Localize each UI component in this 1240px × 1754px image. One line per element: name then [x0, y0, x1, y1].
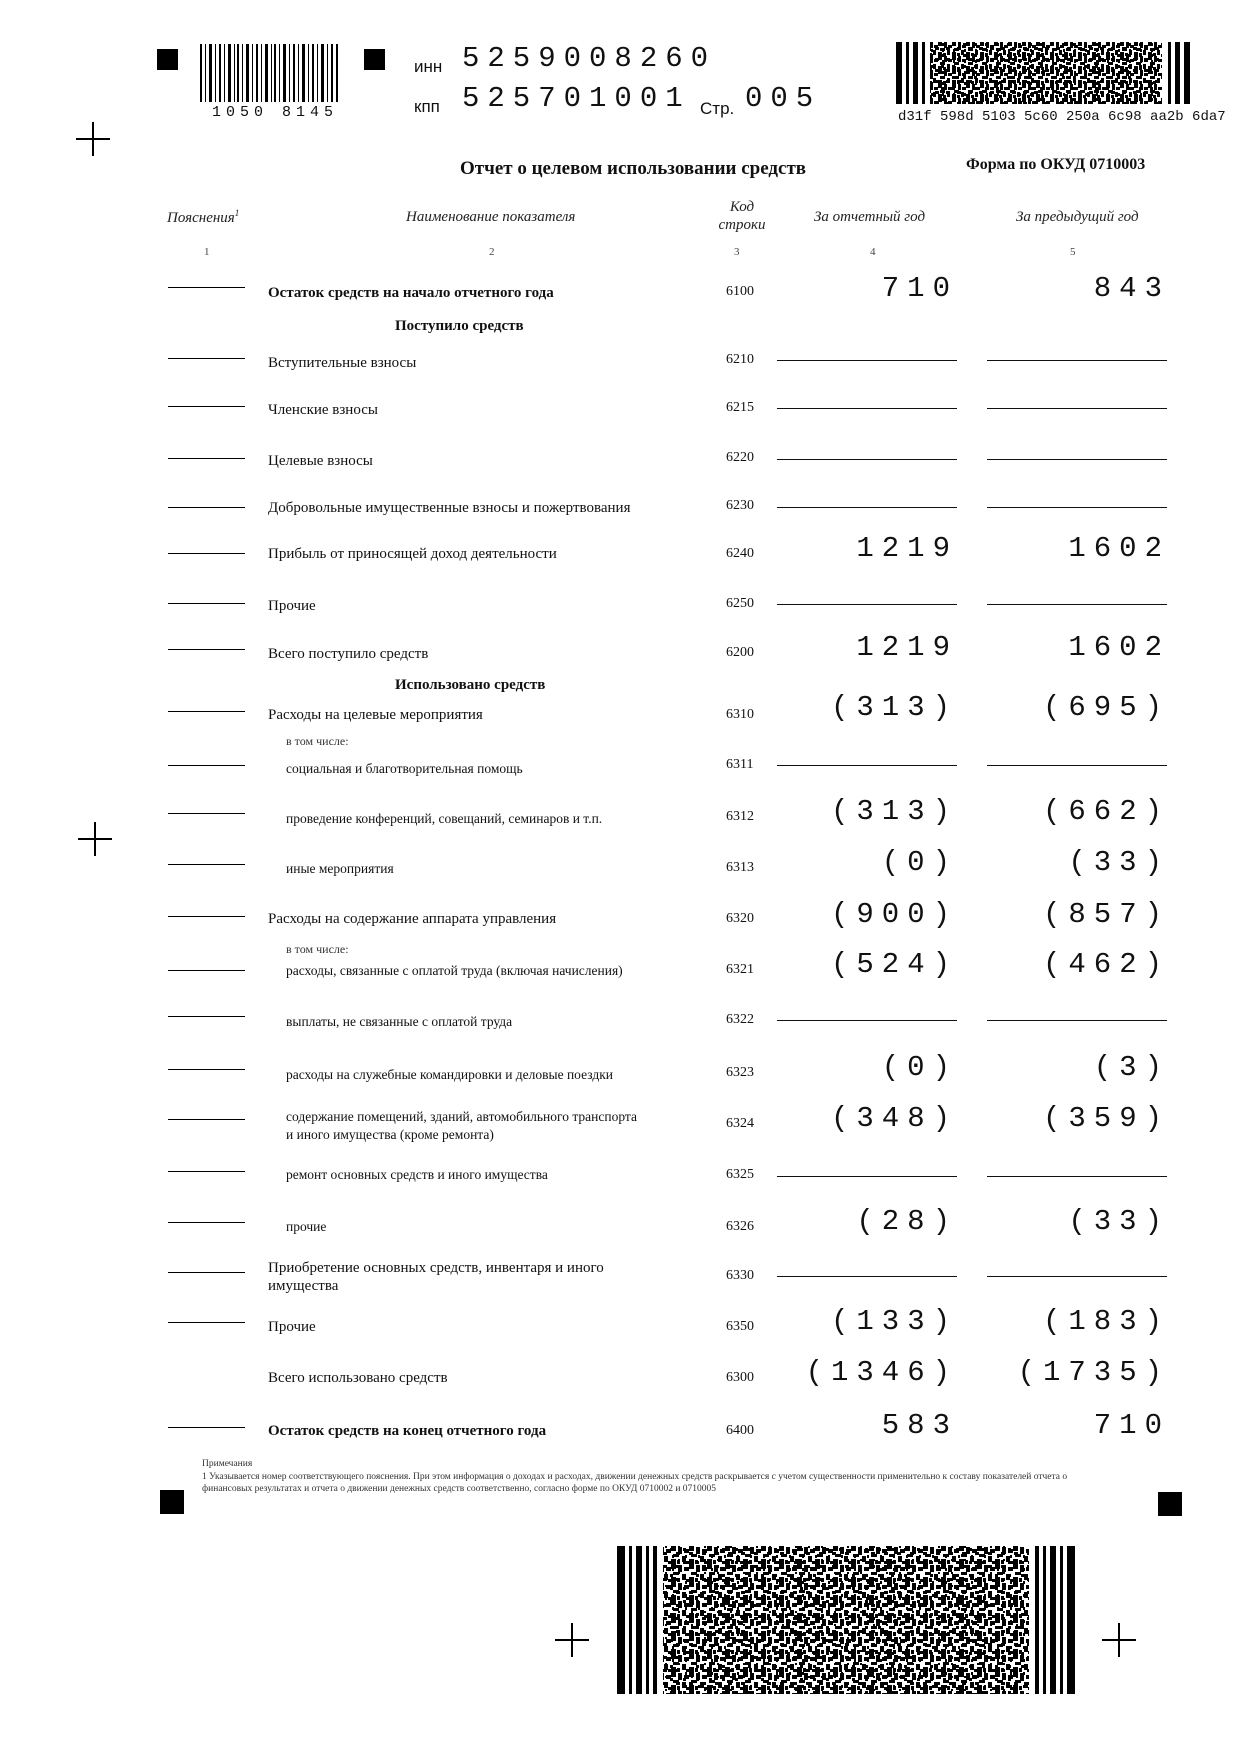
notes-blank-line	[168, 813, 245, 814]
notes-blank-line	[168, 287, 245, 288]
linear-barcode	[200, 44, 340, 102]
value-current: 1219	[856, 532, 958, 565]
notes-blank-line	[168, 711, 245, 712]
crosshair-mark	[76, 122, 110, 156]
value-current-blank	[777, 765, 957, 766]
value-previous: (462)	[1042, 948, 1170, 981]
notes-blank-line	[168, 1171, 245, 1172]
value-current: (28)	[856, 1205, 958, 1238]
inn-label: инн	[414, 57, 443, 76]
value-current: (0)	[881, 846, 958, 879]
value-current: (348)	[830, 1102, 958, 1135]
value-previous: (1735)	[1017, 1356, 1170, 1389]
row-name: Всего поступило средств	[268, 646, 429, 662]
notes-title: Примечания	[202, 1459, 253, 1469]
notes-blank-line	[168, 1272, 245, 1273]
registration-square	[364, 49, 385, 70]
column-number: 4	[870, 246, 876, 258]
value-current: 1219	[856, 631, 958, 664]
column-header-previous-year: За предыдущий год	[1016, 209, 1139, 225]
column-number: 5	[1070, 246, 1076, 258]
value-previous: (183)	[1042, 1305, 1170, 1338]
value-previous-blank	[987, 507, 1167, 508]
notes-blank-line	[168, 765, 245, 766]
column-header-notes-text: Пояснения	[167, 210, 235, 226]
row-name-line1: Приобретение основных средств, инвентаря и иного	[268, 1260, 604, 1276]
inn-value: 5259008260	[462, 42, 717, 75]
kpp-label: кпп	[414, 97, 440, 116]
notes-blank-line	[168, 864, 245, 865]
crosshair-mark	[78, 822, 112, 856]
registration-square	[160, 1490, 184, 1514]
notes-blank-line	[168, 358, 245, 359]
value-previous: (695)	[1042, 691, 1170, 724]
including-label: в том числе:	[286, 734, 349, 748]
row-code: 6210	[726, 352, 754, 367]
row-name: социальная и благотворительная помощь	[286, 761, 523, 776]
row-name: Прочие	[268, 1319, 316, 1335]
value-current: (524)	[830, 948, 958, 981]
value-current-blank	[777, 408, 957, 409]
notes-blank-line	[168, 649, 245, 650]
value-previous-blank	[987, 604, 1167, 605]
notes-blank-line	[168, 1222, 245, 1223]
row-name: Вступительные взносы	[268, 355, 417, 371]
row-name: Добровольные имущественные взносы и пожертвования	[268, 500, 631, 516]
registration-square	[157, 49, 178, 70]
row-name: Остаток средств на начало отчетного года	[268, 285, 554, 301]
value-current-blank	[777, 1020, 957, 1021]
row-code: 6350	[726, 1319, 754, 1334]
row-name: ремонт основных средств и иного имущества	[286, 1167, 548, 1182]
row-code: 6220	[726, 450, 754, 465]
notes-blank-line	[168, 970, 245, 971]
value-current: (133)	[830, 1305, 958, 1338]
value-current: (1346)	[805, 1356, 958, 1389]
row-name-line2: имущества	[268, 1278, 339, 1294]
row-code: 6200	[726, 645, 754, 660]
row-code: 6323	[726, 1065, 754, 1080]
bottom-two-d-barcode	[617, 1546, 1077, 1694]
crosshair-mark	[555, 1623, 589, 1657]
document-hash: d31f 598d 5103 5c60 250a 6c98 aa2b 6da7	[898, 109, 1226, 125]
value-previous: 1602	[1068, 532, 1170, 565]
value-previous: (33)	[1068, 846, 1170, 879]
notes-blank-line	[168, 507, 245, 508]
value-previous: 710	[1093, 1409, 1170, 1442]
value-current-blank	[777, 459, 957, 460]
notes-text: 1 Указывается номер соответствующего пояснения. При этом информация о доходах и расходах, движении денежных средств раскрывается с учетом существенности применительно к составу показателей отчета о финансовых результатах и отчета о движении денежных средств соответственно, согласно форме по ОКУД 0710002 и 0710005	[202, 1472, 1068, 1494]
row-name: расходы, связанные с оплатой труда (включая начисления)	[286, 963, 623, 978]
row-name: Членские взносы	[268, 402, 378, 418]
row-name: Прочие	[268, 598, 316, 614]
notes-blank-line	[168, 406, 245, 407]
row-code: 6300	[726, 1370, 754, 1385]
row-name: проведение конференций, совещаний, семинаров и т.п.	[286, 811, 603, 826]
form-code: Форма по ОКУД 0710003	[966, 156, 1146, 173]
value-previous-blank	[987, 408, 1167, 409]
value-previous-blank	[987, 1176, 1167, 1177]
column-header-code	[712, 198, 772, 234]
row-code: 6313	[726, 860, 754, 875]
column-number: 3	[734, 246, 740, 258]
value-previous-blank	[987, 1276, 1167, 1277]
value-current: 710	[881, 272, 958, 305]
row-code: 6330	[726, 1268, 754, 1283]
row-code: 6230	[726, 498, 754, 513]
value-current: (0)	[881, 1051, 958, 1084]
column-number: 2	[489, 246, 495, 258]
value-current-blank	[777, 604, 957, 605]
two-d-barcode	[896, 42, 1192, 104]
row-name: прочие	[286, 1219, 327, 1234]
crosshair-mark	[1102, 1623, 1136, 1657]
row-code: 6240	[726, 546, 754, 561]
row-name: расходы на служебные командировки и деловые поездки	[286, 1067, 613, 1082]
value-previous-blank	[987, 360, 1167, 361]
notes-blank-line	[168, 1119, 245, 1120]
notes-blank-line	[168, 916, 245, 917]
value-current-blank	[777, 360, 957, 361]
column-header-code-line1: Код	[729, 199, 755, 215]
value-current: (900)	[830, 898, 958, 931]
section-used: Использовано средств	[395, 677, 546, 693]
value-previous-blank	[987, 765, 1167, 766]
value-current: 583	[881, 1409, 958, 1442]
column-number: 1	[204, 246, 210, 258]
row-name-line2: и иного имущества (кроме ремонта)	[286, 1127, 494, 1142]
column-header-code-line2: строки	[718, 217, 766, 233]
row-code: 6324	[726, 1116, 754, 1131]
column-header-notes	[167, 208, 239, 227]
barcode-number: 1050 8145	[212, 104, 339, 121]
row-code: 6326	[726, 1219, 754, 1234]
section-received: Поступило средств	[395, 318, 524, 334]
value-current-blank	[777, 1276, 957, 1277]
row-code: 6320	[726, 911, 754, 926]
notes-blank-line	[168, 553, 245, 554]
row-code: 6325	[726, 1167, 754, 1182]
kpp-value: 525701001	[462, 82, 691, 115]
row-code: 6215	[726, 400, 754, 415]
row-name-line1: содержание помещений, зданий, автомобильного транспорта	[286, 1109, 637, 1124]
value-current: (313)	[830, 691, 958, 724]
row-name: выплаты, не связанные с оплатой труда	[286, 1014, 513, 1029]
including-label: в том числе:	[286, 942, 349, 956]
row-name	[286, 1108, 637, 1144]
row-name: Остаток средств на конец отчетного года	[268, 1423, 547, 1439]
value-previous: (662)	[1042, 795, 1170, 828]
row-code: 6250	[726, 596, 754, 611]
footnote-marker: 1	[234, 208, 240, 218]
value-previous-blank	[987, 1020, 1167, 1021]
value-previous: (33)	[1068, 1205, 1170, 1238]
value-previous-blank	[987, 459, 1167, 460]
row-name: Всего использовано средств	[268, 1370, 448, 1386]
row-name: Прибыль от приносящей доход деятельности	[268, 546, 557, 562]
notes-blank-line	[168, 603, 245, 604]
value-previous: 1602	[1068, 631, 1170, 664]
row-code: 6321	[726, 962, 754, 977]
value-current-blank	[777, 507, 957, 508]
row-code: 6100	[726, 284, 754, 299]
value-current-blank	[777, 1176, 957, 1177]
notes-blank-line	[168, 1322, 245, 1323]
row-code: 6322	[726, 1012, 754, 1027]
value-previous: 843	[1093, 272, 1170, 305]
row-name: иные мероприятия	[286, 861, 394, 876]
row-name: Расходы на содержание аппарата управления	[268, 911, 557, 927]
row-name	[268, 1259, 604, 1295]
row-code: 6310	[726, 707, 754, 722]
value-previous: (359)	[1042, 1102, 1170, 1135]
value-previous: (3)	[1093, 1051, 1170, 1084]
page-label: Стр.	[700, 99, 735, 118]
row-code: 6311	[726, 757, 754, 772]
row-code: 6312	[726, 809, 754, 824]
row-code: 6400	[726, 1423, 754, 1438]
notes-blank-line	[168, 458, 245, 459]
notes-blank-line	[168, 1427, 245, 1428]
row-name: Расходы на целевые мероприятия	[268, 707, 483, 723]
page-value: 005	[745, 82, 822, 115]
value-previous: (857)	[1042, 898, 1170, 931]
notes-blank-line	[168, 1016, 245, 1017]
notes-blank-line	[168, 1069, 245, 1070]
value-current: (313)	[830, 795, 958, 828]
registration-square	[1158, 1492, 1182, 1516]
column-header-indicator: Наименование показателя	[406, 209, 576, 225]
row-name: Целевые взносы	[268, 453, 373, 469]
report-title: Отчет о целевом использовании средств	[460, 158, 807, 179]
column-header-current-year: За отчетный год	[814, 209, 926, 225]
